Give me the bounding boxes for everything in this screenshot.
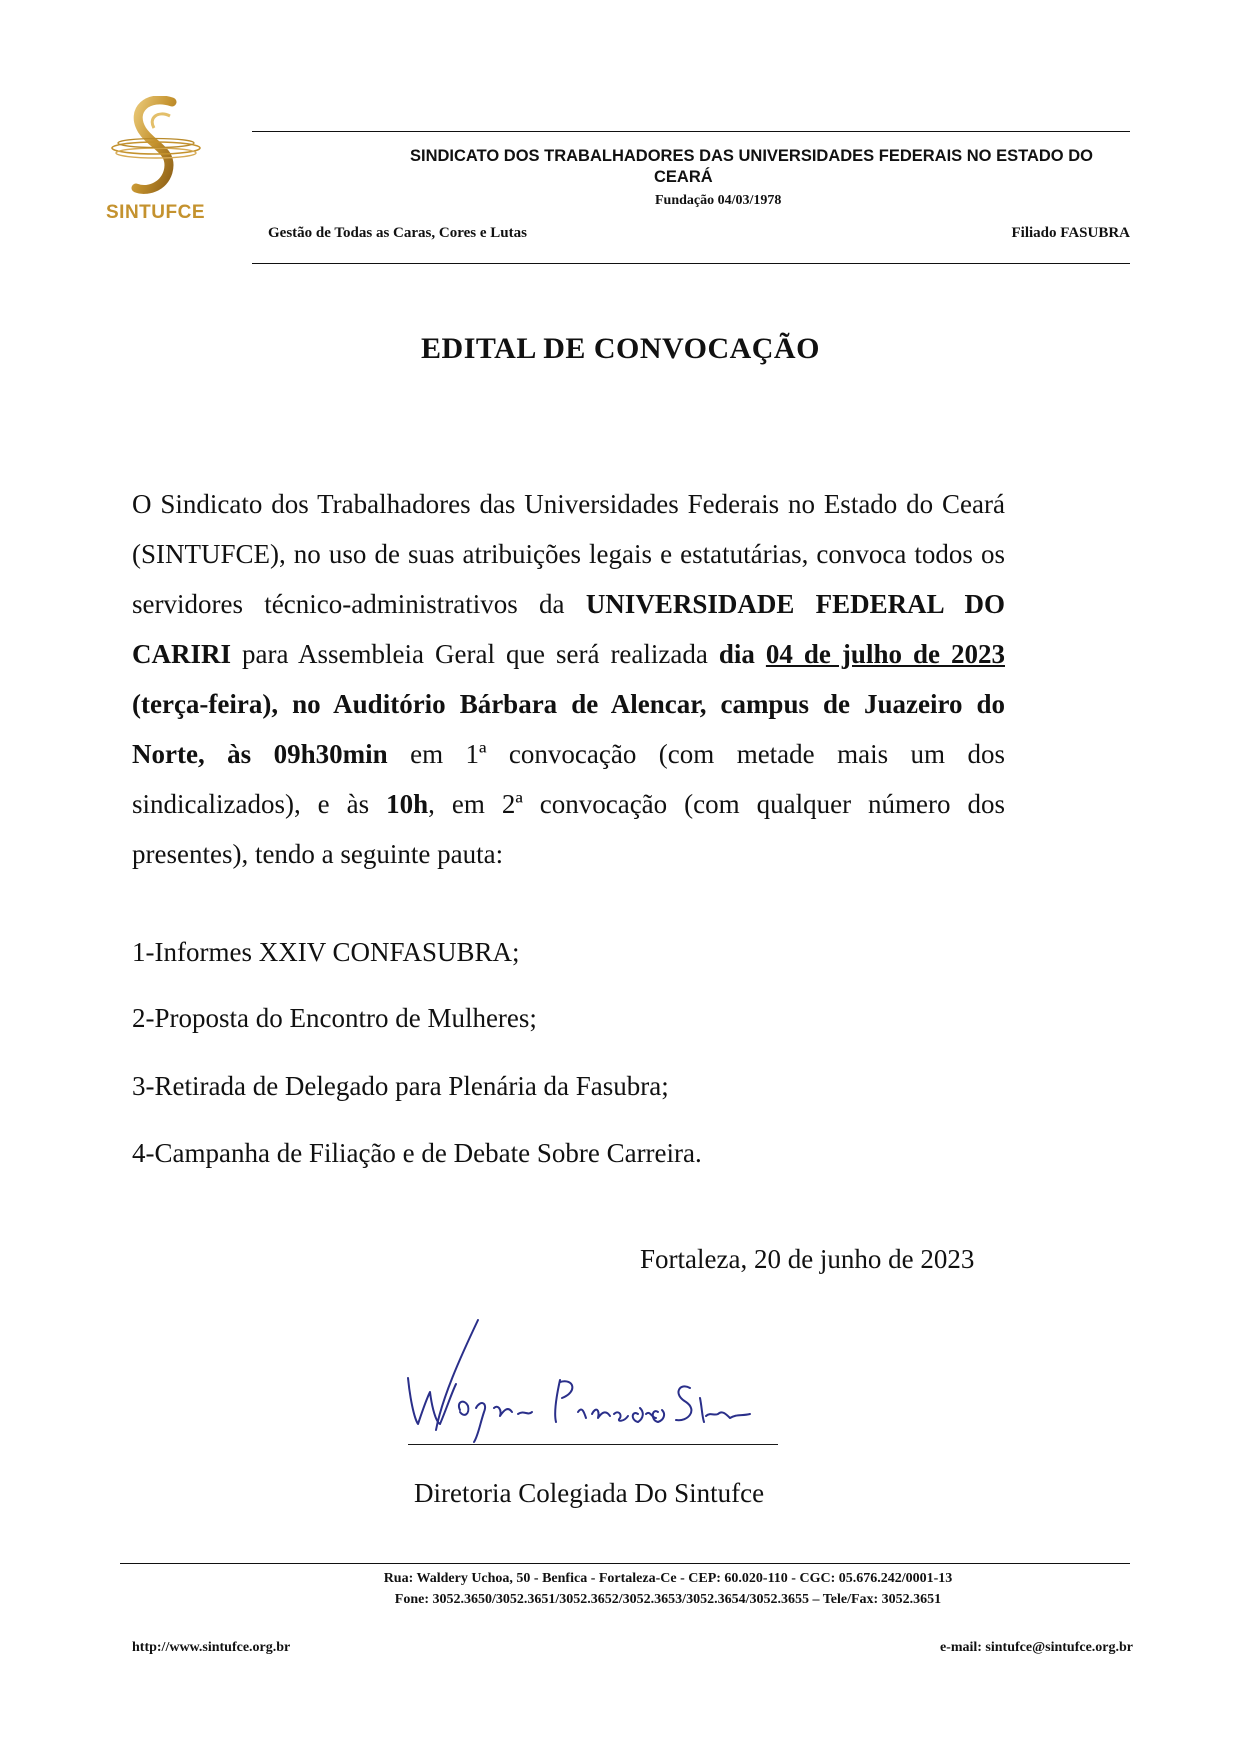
agenda-item: 4-Campanha de Filiação e de Debate Sobre Carreira. — [132, 1138, 702, 1168]
agenda-item: 3-Retirada de Delegado para Plenária da Fasubra; — [132, 1071, 669, 1101]
paragraph-intro: O Sindicato dos Trabalhadores das Universidades Federais no Estado do Ceará (SINTUFCE), no uso de suas atribuições legais e estatutárias, convoca todos os servidores técnico-administrativos da — [132, 489, 1005, 619]
affiliation: Filiado FASUBRA — [1011, 225, 1130, 241]
signer-name: Diretoria Colegiada Do Sintufce — [414, 1478, 765, 1508]
footer-phones: Fone: 3052.3650/3052.3651/3052.3652/3052.3653/3052.3654/3052.3655 – Tele/Fax: 3052.3651 — [394, 1592, 942, 1607]
logo-wordmark: SINTUFCE — [106, 202, 205, 223]
management-motto: Gestão de Todas as Caras, Cores e Lutas — [268, 225, 527, 241]
foundation-date: Fundação 04/03/1978 — [655, 193, 782, 208]
sintufce-s-logo-icon — [108, 96, 204, 200]
paragraph-first-call: em 1ª convocação (com metade mais um dos sindicalizados), e às — [132, 739, 1005, 819]
footer-email[interactable]: e-mail: sintufce@sintufce.org.br — [939, 1640, 1133, 1655]
university-name: UNIVERSIDADE FEDERAL DO CARIRI — [132, 589, 1005, 669]
org-name — [410, 146, 1130, 188]
org-name-line2: CEARÁ — [654, 168, 713, 186]
header-rule-bottom — [252, 263, 1130, 264]
footer-address: Rua: Waldery Uchoa, 50 - Benfica - Fortaleza-Ce - CEP: 60.020-110 - CGC: 05.676.242/0001-13 — [383, 1571, 953, 1586]
sintufce-logo — [96, 96, 214, 228]
paragraph-assembly: para Assembleia Geral que será realizada — [231, 639, 719, 669]
org-name-line1: SINDICATO DOS TRABALHADORES DAS UNIVERSIDADES FEDERAIS NO ESTADO DO — [410, 147, 1093, 165]
meeting-date: 04 de julho de 2023 — [765, 639, 1005, 669]
agenda-item: 2-Proposta do Encontro de Mulheres; — [132, 1003, 537, 1033]
convocation-paragraph — [132, 479, 1005, 879]
paragraph-second-call: , em 2ª convocação (com qualquer número dos presentes), tendo a seguinte pauta: — [132, 789, 1005, 869]
dateline: Fortaleza, 20 de junho de 2023 — [640, 1244, 975, 1274]
agenda-item: 1-Informes XXIV CONFASUBRA; — [132, 937, 520, 967]
signature-line — [408, 1444, 778, 1445]
meeting-location: (terça-feira), no Auditório Bárbara de Alencar, campus de Juazeiro do Norte, às 09h30min — [132, 689, 1005, 769]
header-rule-top — [252, 131, 1130, 132]
day-label: dia — [718, 639, 766, 669]
second-call-time: 10h — [386, 789, 429, 819]
handwritten-signature — [400, 1318, 780, 1448]
footer-rule — [120, 1563, 1130, 1564]
page-title: EDITAL DE CONVOCAÇÃO — [421, 332, 820, 365]
footer-website[interactable]: http://www.sintufce.org.br — [132, 1640, 291, 1655]
